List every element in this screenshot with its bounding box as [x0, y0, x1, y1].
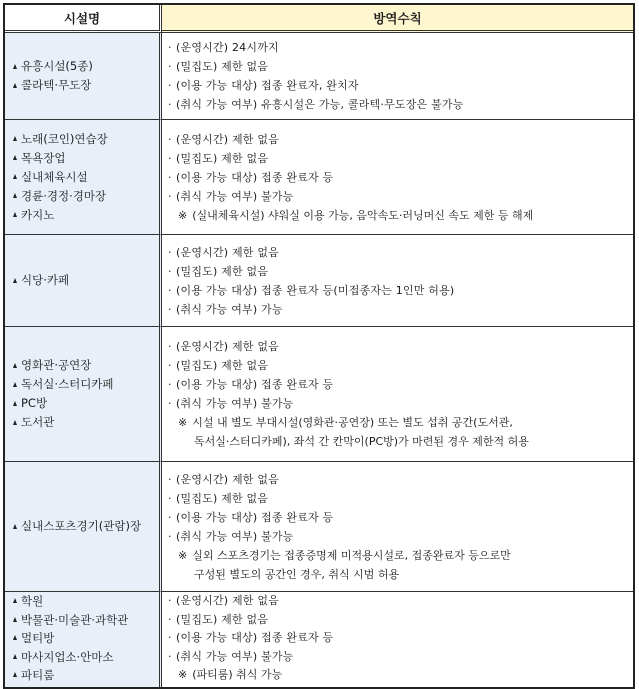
facility-cell	[5, 33, 162, 120]
facility-cell	[5, 327, 162, 462]
rule-line: · (밀집도) 제한 없음	[168, 612, 269, 626]
facility-item: 식당·카페	[13, 271, 159, 290]
triangle-bullet-icon	[13, 635, 17, 640]
rule-line: · (밀집도) 제한 없음	[168, 60, 269, 73]
rule-line: · (운영시간) 제한 없음	[168, 472, 279, 486]
triangle-bullet-icon	[13, 654, 17, 659]
facility-item: 파티룸	[13, 666, 159, 685]
rule-line: · (이용 가능 대상) 접종 완료자 등(미접종자는 1인만 허용)	[168, 283, 455, 297]
rule-line: · (밀집도) 제한 없음	[168, 359, 269, 372]
rule-line: · (이용 가능 대상) 접종 완료자 등	[168, 378, 334, 391]
reference-mark-icon: ※	[178, 416, 188, 429]
facility-item: 독서실·스터디카페	[13, 375, 159, 394]
rule-line: · (밀집도) 제한 없음	[168, 264, 269, 278]
rule-line: · (밀집도) 제한 없음	[168, 491, 269, 505]
rule-line: · (취식 가능 여부) 불가능	[168, 529, 294, 543]
triangle-bullet-icon	[13, 363, 17, 368]
rule-line: · (운영시간) 24시까지	[168, 41, 279, 54]
rules-cell	[162, 327, 633, 462]
rule-line: · (이용 가능 대상) 접종 완료자 등	[168, 631, 334, 644]
rule-line: · (취식 가능 여부) 불가능	[168, 189, 294, 203]
facility-item: 박물관·미술관·과학관	[13, 611, 159, 630]
note-line: ※ 시설 내 별도 부대시설(영화관·공연장) 또는 별도 섭취 공간(도서관,	[178, 416, 513, 429]
facility-item: 영화관·공연장	[13, 356, 159, 375]
rules-cell	[162, 120, 633, 235]
header-facility-name	[5, 5, 162, 33]
facility-item: 경륜·경정·경마장	[13, 187, 159, 206]
triangle-bullet-icon	[13, 598, 17, 603]
facility-item: 학원	[13, 592, 159, 611]
triangle-bullet-icon	[13, 83, 17, 88]
triangle-bullet-icon	[13, 420, 17, 425]
rules-cell	[162, 235, 633, 327]
triangle-bullet-icon	[13, 401, 17, 406]
note-line: ※ (파티룸) 취식 가능	[178, 668, 283, 681]
facility-item: 콜라텍·무도장	[13, 76, 159, 95]
rule-line: · (이용 가능 대상) 접종 완료자 등	[168, 510, 334, 524]
quarantine-rules-table	[3, 3, 635, 689]
header-quarantine-rules	[162, 5, 633, 33]
rule-line: · (이용 가능 대상) 접종 완료자 등	[168, 170, 334, 184]
rule-line: · (운영시간) 제한 없음	[168, 594, 279, 607]
reference-mark-icon: ※	[178, 548, 188, 562]
triangle-bullet-icon	[13, 617, 17, 622]
triangle-bullet-icon	[13, 278, 17, 283]
note-continuation: 독서실·스터디카페), 좌석 간 칸막이(PC방)가 마련된 경우 제한적 허용	[194, 435, 529, 448]
rules-cell	[162, 33, 633, 120]
note-continuation: 구성된 별도의 공간인 경우, 취식 시범 허용	[194, 567, 400, 581]
note-line: ※ (실내체육시설) 샤워실 이용 가능, 음악속도·러닝머신 속도 제한 등 해제	[178, 208, 534, 222]
facility-cell	[5, 120, 162, 235]
facility-item: 목욕장업	[13, 149, 159, 168]
facility-item: 멀티방	[13, 629, 159, 648]
facility-item: PC방	[13, 394, 159, 413]
triangle-bullet-icon	[13, 64, 17, 69]
rule-line: · (취식 가능 여부) 가능	[168, 302, 283, 316]
rule-line: · (취식 가능 여부) 불가능	[168, 649, 294, 663]
rule-line: · (취식 가능 여부) 유흥시설은 가능, 콜라텍·무도장은 불가능	[168, 98, 464, 111]
triangle-bullet-icon	[13, 136, 17, 141]
facility-item: 노래(코인)연습장	[13, 130, 159, 149]
reference-mark-icon: ※	[178, 208, 188, 222]
facility-item: 마사지업소·안마소	[13, 648, 159, 667]
rule-line: · (취식 가능 여부) 불가능	[168, 397, 294, 410]
note-line: ※ 실외 스포츠경기는 접종증명제 미적용시설로, 접종완료자 등으로만	[178, 548, 511, 562]
triangle-bullet-icon	[13, 193, 17, 198]
facility-item: 실내체육시설	[13, 168, 159, 187]
rule-line: · (밀집도) 제한 없음	[168, 151, 269, 165]
triangle-bullet-icon	[13, 212, 17, 217]
facility-cell	[5, 462, 162, 592]
facility-item: 도서관	[13, 413, 159, 432]
facility-item: 실내스포츠경기(관람)장	[13, 517, 159, 536]
triangle-bullet-icon	[13, 524, 17, 529]
header-rules-label: 방역수칙	[373, 10, 422, 26]
facility-item: 유흥시설(5종)	[13, 57, 159, 76]
header-facility-label: 시설명	[63, 10, 101, 26]
rule-line: · (이용 가능 대상) 접종 완료자, 완치자	[168, 79, 359, 92]
rules-cell	[162, 462, 633, 592]
facility-cell	[5, 235, 162, 327]
rule-line: · (운영시간) 제한 없음	[168, 132, 279, 146]
rules-cell	[162, 592, 633, 687]
rule-line: · (운영시간) 제한 없음	[168, 340, 279, 353]
triangle-bullet-icon	[13, 155, 17, 160]
triangle-bullet-icon	[13, 382, 17, 387]
facility-item: 카지노	[13, 206, 159, 225]
reference-mark-icon: ※	[178, 668, 188, 681]
triangle-bullet-icon	[13, 672, 17, 677]
triangle-bullet-icon	[13, 174, 17, 179]
facility-cell	[5, 592, 162, 687]
rule-line: · (운영시간) 제한 없음	[168, 245, 279, 259]
